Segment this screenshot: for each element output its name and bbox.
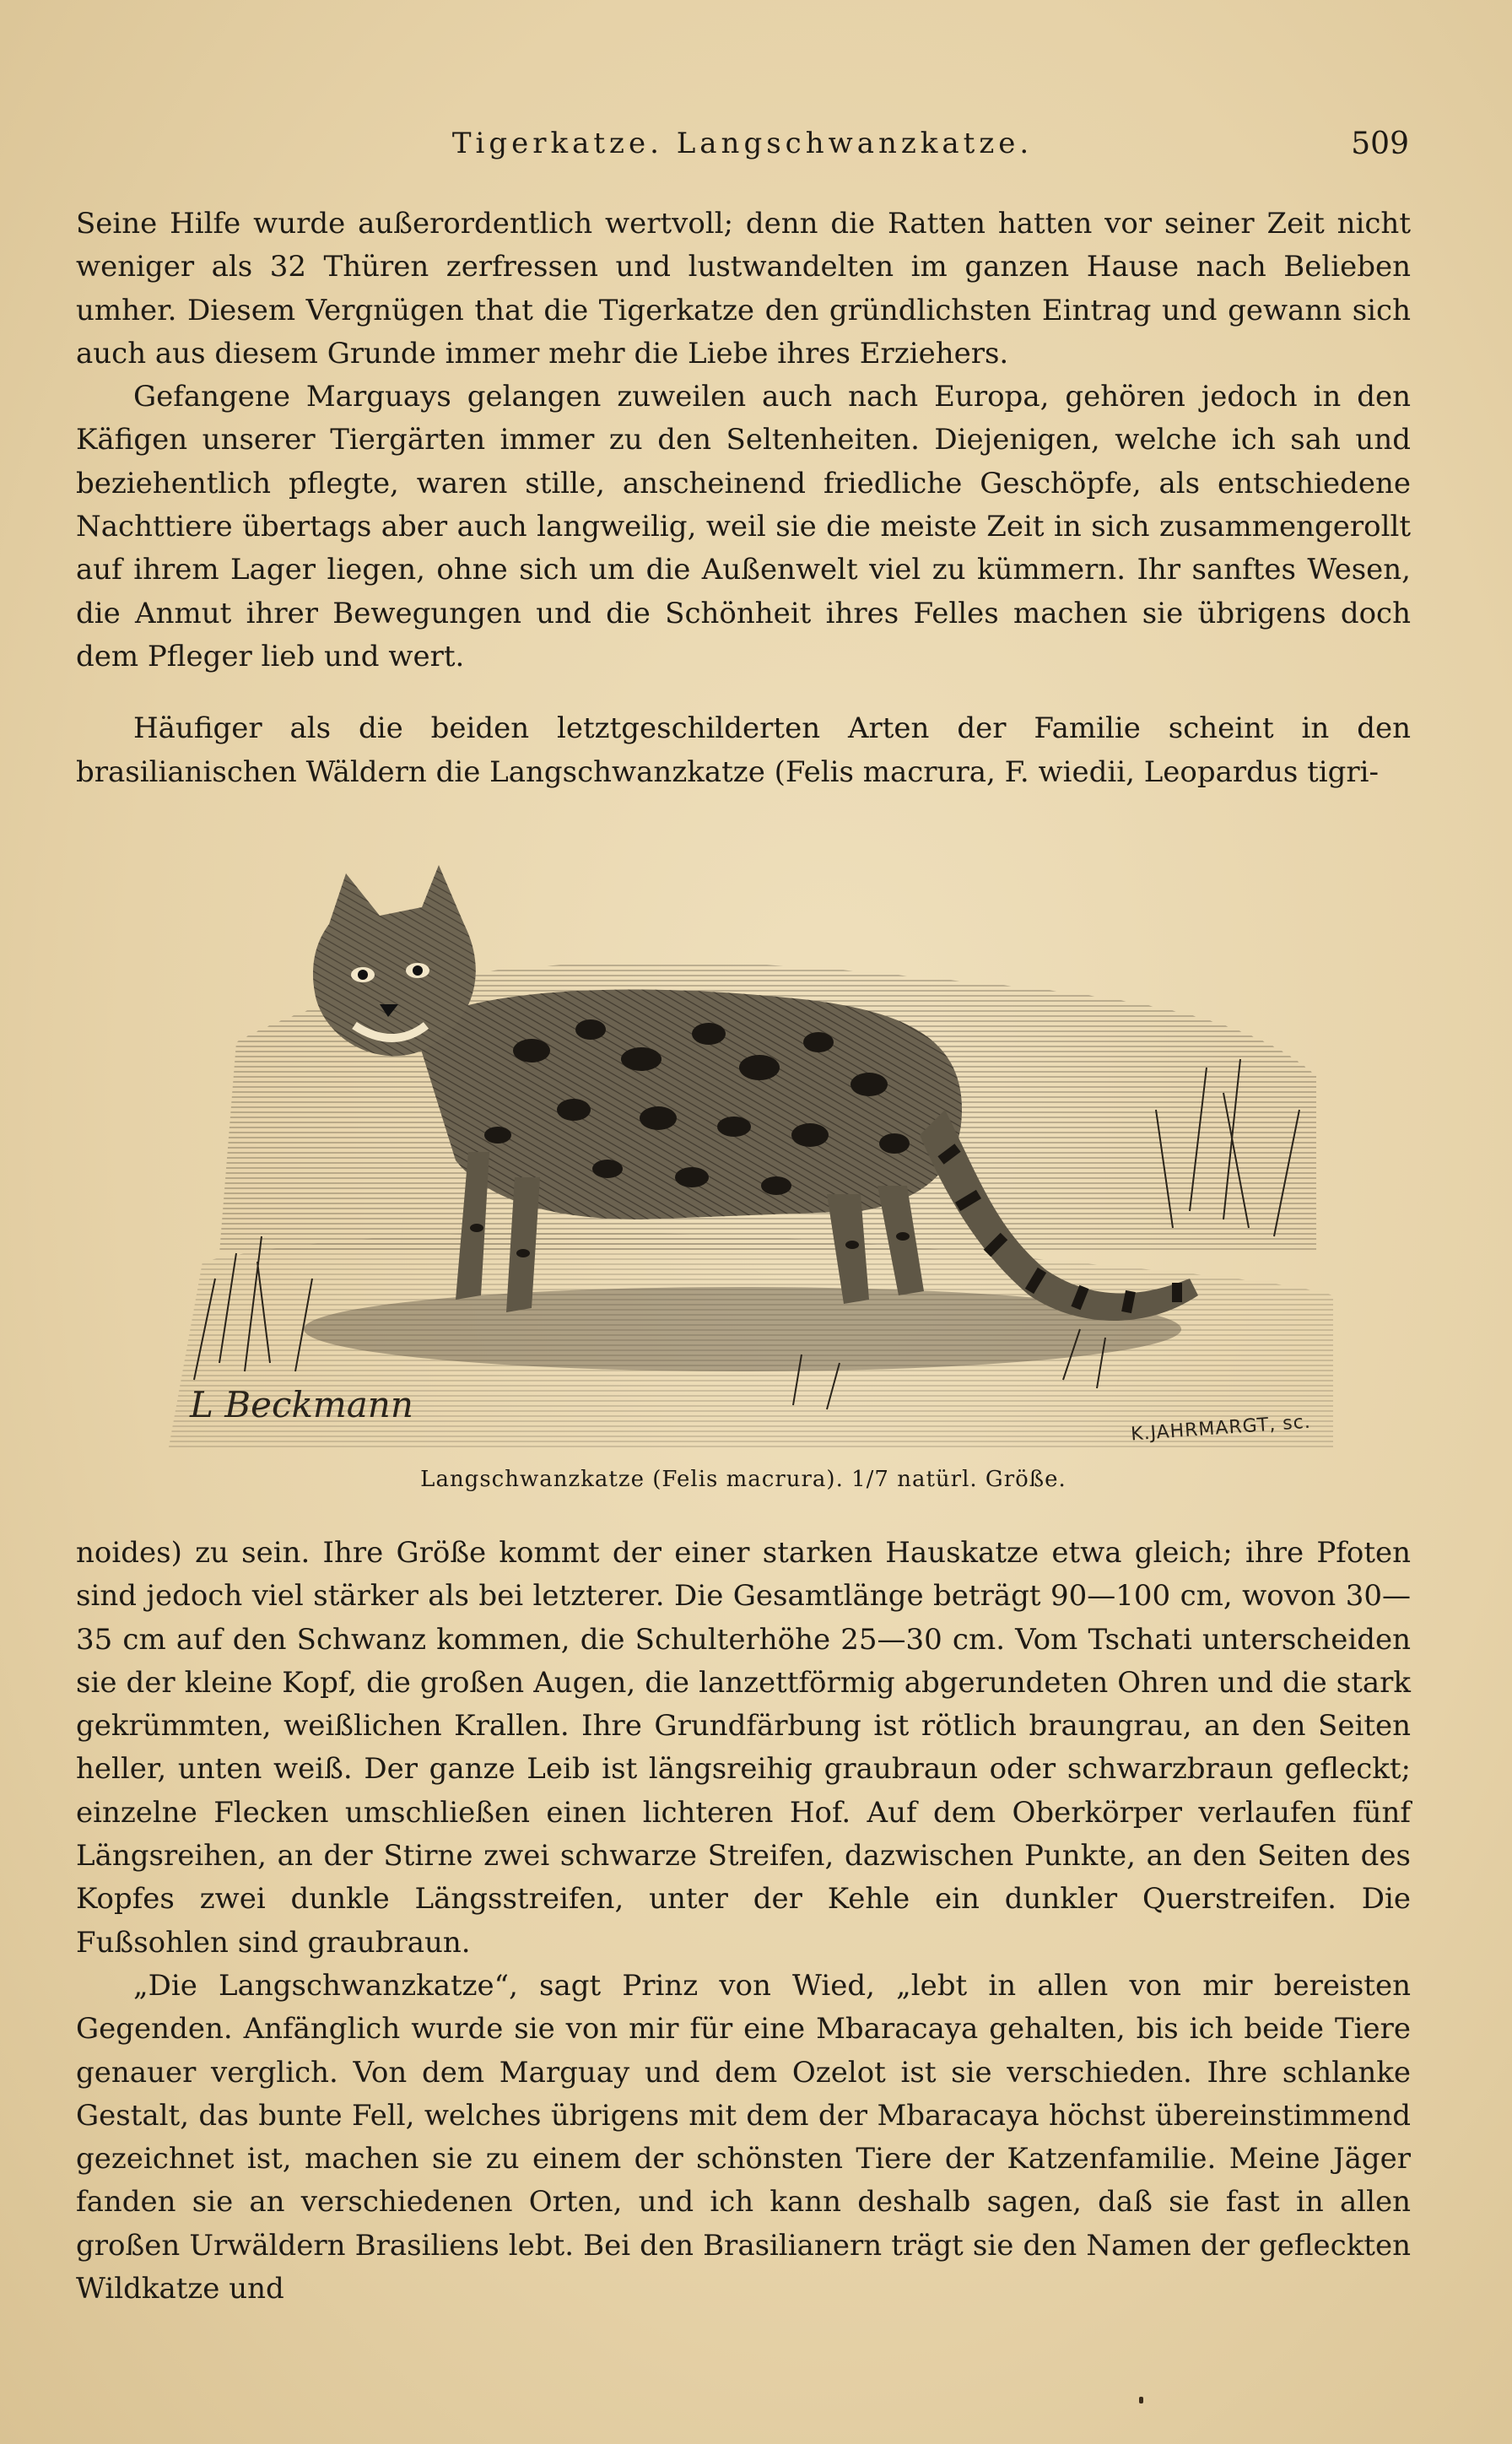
text-block-top: [76, 203, 1411, 794]
paragraph-3: Häufiger als die beiden letztgeschilderten Arten der Familie scheint in den brasilianischen Wäldern die Langschwanzkatze (Felis macrura, F. wiedii, Leopardus tigri-: [76, 711, 1411, 789]
ink-mark: [1139, 2397, 1143, 2403]
running-title: Tigerkatze. Langschwanzkatze.: [451, 127, 1034, 160]
text-block-bottom: [76, 1532, 1411, 2311]
paragraph-5: „Die Langschwanzkatze“, sagt Prinz von Wied, „lebt in allen von mir bereisten Gegenden. Anfänglich wurde sie von mir für eine Mbaracaya gehalten, bis ich beide Tiere genauer verglich. Von dem Marguay und dem Ozelot ist sie verschieden. Ihre schlanke Gestalt, das bunte Fell, welches übrigens mit dem der Mbaracaya höchst übereinstimmend gezeichnet ist, machen sie zu einem der schönsten Tiere der Katzenfamilie. Meine Jäger fanden sie an verschiedenen Orten, und ich kann deshalb sagen, daß sie fast in allen großen Urwäldern Brasiliens lebt. Bei den Brasilianern trägt sie den Namen der gefleckten Wildkatze und: [76, 1968, 1411, 2306]
page-number: 509: [1351, 127, 1409, 161]
paragraph-2: Gefangene Marguays gelangen zuweilen auch nach Europa, gehören jedoch in den Käfigen unserer Tiergärten immer zu den Seltenheiten. Diejenigen, welche ich sah und beziehentlich pflegte, waren stille, anscheinend friedliche Geschöpfe, als entschiedene Nachttiere übertags aber auch langweilig, weil sie die meiste Zeit in sich zusammengerollt auf ihrem Lager liegen, ohne sich um die Außenwelt viel zu kümmern. Ihr sanftes Wesen, die Anmut ihrer Bewegungen und die Schönheit ihres Felles machen sie übrigens doch dem Pfleger lieb und wert.: [76, 380, 1411, 673]
engraver-credit: K.JAHRMARGT, sc.: [1130, 1411, 1312, 1446]
paragraph-4: noides) zu sein. Ihre Größe kommt der einer starken Hauskatze etwa gleich; ihre Pfoten sind jedoch viel stärker als bei letzterer. Die Gesamtlänge beträgt 90—100 cm, wovon 30—35 cm auf den Schwanz kommen, die Schulterhöhe 25—30 cm. Vom Tschati unterscheiden sie der kleine Kopf, die großen Augen, die lanzettförmig abgerundeten Ohren und die stark gekrümmten, weißlichen Krallen. Ihre Grundfärbung ist rötlich braungrau, an den Seiten heller, unten weiß. Der ganze Leib ist längsreihig graubraun oder schwarzbraun gefleckt; einzelne Flecken umschließen einen lichteren Hof. Auf dem Oberkörper verlaufen fünf Längsreihen, an der Stirne zwei schwarze Streifen, dazwischen Punkte, an den Seiten des Kopfes zwei dunkle Längsstreifen, unter der Kehle ein dunkler Querstreifen. Die Fußsohlen sind graubraun.: [76, 1536, 1411, 1960]
paragraph-1: Seine Hilfe wurde außerordentlich wertvoll; denn die Ratten hatten vor seiner Zeit nicht weniger als 32 Thüren zerfressen und lustwandelten im ganzen Hause nach Belieben umher. Diesem Vergnügen that die Tigerkatze den gründlichsten Eintrag und gewann sich auch aus diesem Grunde immer mehr die Liebe ihres Erziehers.: [76, 207, 1411, 370]
figure-caption: Langschwanzkatze (Felis macrura). 1/7 natürl. Größe.: [420, 1467, 1066, 1492]
artist-signature: L Beckmann: [190, 1384, 413, 1425]
illustration-margay: [135, 857, 1350, 1456]
page-header: [76, 127, 1409, 177]
